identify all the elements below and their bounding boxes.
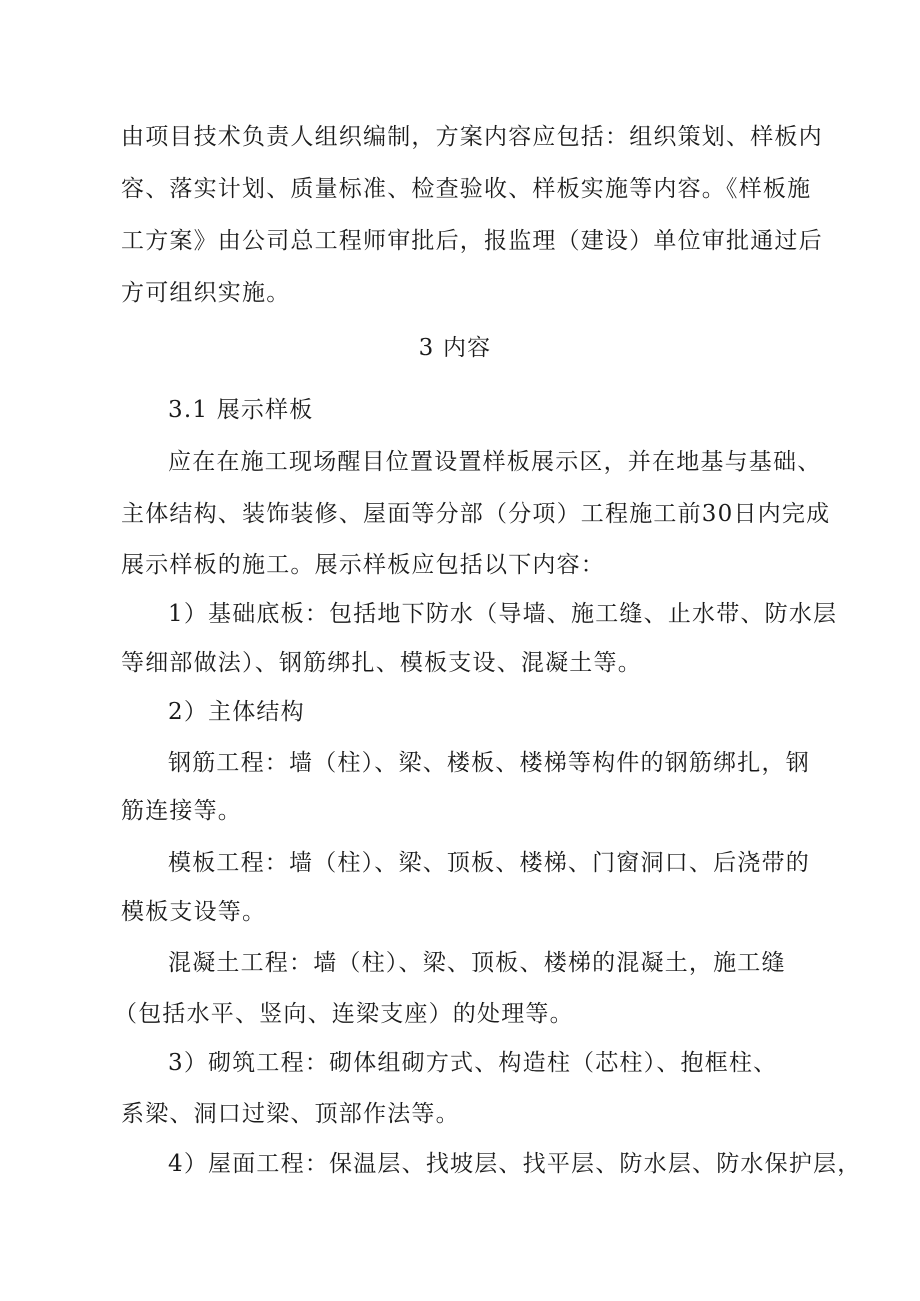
paragraph-line: 混凝土工程：墙（柱）、梁、顶板、楼梯的混凝土，施工缝: [168, 950, 786, 976]
paragraph-line: 方可组织实施。: [121, 280, 291, 306]
section-heading: 3 内容: [418, 335, 492, 361]
paragraph-line: 系梁、洞口过梁、顶部作法等。: [121, 1101, 460, 1127]
paragraph-line: 钢筋工程：墙（柱）、梁、楼板、楼梯等构件的钢筋绑扎，钢: [168, 750, 810, 776]
paragraph-line: 展示样板的施工。展示样板应包括以下内容：: [121, 552, 605, 578]
list-item: 3）砌筑工程：砌体组砌方式、构造柱（芯柱）、抱框柱、: [168, 1050, 778, 1076]
paragraph-line: 应在在施工现场醒目位置设置样板展示区，并在地基与基础、: [168, 449, 822, 475]
paragraph-line: 等细部做法）、钢筋绑扎、模板支设、混凝土等。: [121, 650, 642, 676]
paragraph-line: 主体结构、装饰装修、屋面等分部（分项）工程施工前30日内完成: [121, 501, 831, 527]
subsection-heading: 3.1 展示样板: [168, 397, 314, 423]
paragraph-line: 模板支设等。: [121, 899, 267, 925]
paragraph-line: 工方案》由公司总工程师审批后，报监理（建设）单位审批通过后: [121, 228, 823, 254]
paragraph-line: 由项目技术负责人组织编制，方案内容应包括：组织策划、样板内: [121, 124, 823, 150]
list-item: 2）主体结构: [168, 699, 305, 725]
paragraph-line: 模板工程：墙（柱）、梁、顶板、楼梯、门窗洞口、后浇带的: [168, 850, 810, 876]
list-item: 1）基础底板：包括地下防水（导墙、施工缝、止水带、防水层: [168, 601, 838, 627]
paragraph-line: 容、落实计划、质量标准、检查验收、样板实施等内容。《样板施: [121, 176, 812, 202]
paragraph-line: 筋连接等。: [121, 798, 242, 824]
paragraph-line: （包括水平、竖向、连梁支座）的处理等。: [114, 1001, 574, 1027]
list-item: 4）屋面工程：保温层、找坡层、找平层、防水层、防水保护层，: [168, 1151, 862, 1177]
